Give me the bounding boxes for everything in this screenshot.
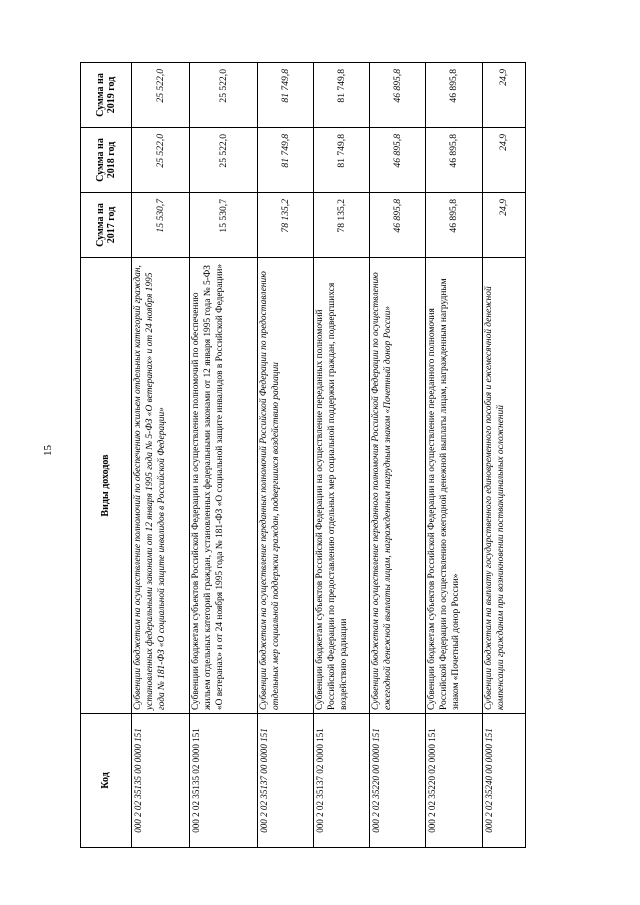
row-sum-2019: 25 522,0 — [190, 63, 258, 128]
row-code: 000 2 02 35135 00 0000 151 — [132, 714, 190, 848]
header-sum-2017: Сумма на 2017 год — [81, 193, 132, 258]
row-sum-2018: 46 895,8 — [370, 128, 426, 193]
row-sum-2018: 81 749,8 — [258, 128, 314, 193]
row-sum-2017: 46 895,8 — [370, 193, 426, 258]
rotated-page-content — [80, 63, 550, 848]
page-number: 15 — [42, 445, 54, 456]
row-sum-2018: 24,9 — [483, 128, 526, 193]
row-sum-2019: 81 749,8 — [258, 63, 314, 128]
table-row — [426, 63, 483, 848]
row-sum-2019: 25 522,0 — [132, 63, 190, 128]
row-sum-2018: 25 522,0 — [132, 128, 190, 193]
row-sum-2019: 24,9 — [483, 63, 526, 128]
row-sum-2017: 46 895,8 — [426, 193, 483, 258]
row-code: 000 2 02 35220 02 0000 151 — [426, 714, 483, 848]
header-sum-2018: Сумма на 2018 год — [81, 128, 132, 193]
row-code: 000 2 02 35240 00 0000 151 — [483, 714, 526, 848]
row-sum-2018: 81 749,8 — [314, 128, 370, 193]
row-revenue-type: Субвенции бюджетам на выплату государственного единовременного пособия и ежемесячной денежной компенсации гражданам при возникновении поствакцинальных осложнений — [483, 258, 526, 714]
row-sum-2017: 78 135,2 — [314, 193, 370, 258]
row-revenue-type: Субвенции бюджетам субъектов Российской Федерации на осуществление переданного полномочия Российской Федерации по осуществлению ежегодной денежной выплаты лицам, награжденным нагрудным знаком «Почетный донор России» — [426, 258, 483, 714]
row-code: 000 2 02 35137 00 0000 151 — [258, 714, 314, 848]
header-revenue-type: Виды доходов — [81, 258, 132, 714]
row-sum-2017: 78 135,2 — [258, 193, 314, 258]
revenue-table — [80, 62, 526, 848]
table-row — [258, 63, 314, 848]
row-revenue-type: Субвенции бюджетам на осуществление переданных полномочий Российской Федерации по предоставлению отдельных мер социальной поддержки граждан, подвергшихся воздействию радиации — [258, 258, 314, 714]
row-revenue-type: Субвенции бюджетам субъектов Российской Федерации на осуществление переданных полномочий Российской Федерации по предоставлению отдельных мер социальной поддержки граждан, подвергшихся воздействию радиации — [314, 258, 370, 714]
table-row — [132, 63, 190, 848]
row-code: 000 2 02 35135 02 0000 151 — [190, 714, 258, 848]
row-sum-2017: 15 530,7 — [190, 193, 258, 258]
row-sum-2018: 46 895,8 — [426, 128, 483, 193]
header-sum-2019: Сумма на 2019 год — [81, 63, 132, 128]
row-sum-2017: 15 530,7 — [132, 193, 190, 258]
row-sum-2019: 46 895,8 — [426, 63, 483, 128]
table-row — [314, 63, 370, 848]
row-revenue-type: Субвенции бюджетам на осуществление полномочий по обеспечению жильем отдельных категорий граждан, установленных федеральными законами от 12 января 1995 года № 5-ФЗ «О ветеранах» и от 24 ноября 1995 года № 181-ФЗ «О социальной защите инвалидов в Российской Федерации» — [132, 258, 190, 714]
row-revenue-type: Субвенции бюджетам на осуществление переданного полномочия Российской Федерации по осуществлению ежегодной денежной выплаты лицам, награжденным нагрудным знаком «Почетный донор России» — [370, 258, 426, 714]
row-sum-2019: 46 895,8 — [370, 63, 426, 128]
row-sum-2017: 24,9 — [483, 193, 526, 258]
table-row — [370, 63, 426, 848]
table-header-row — [81, 63, 132, 848]
table-row — [483, 63, 526, 848]
header-code: Код — [81, 714, 132, 848]
row-revenue-type: Субвенции бюджетам субъектов Российской Федерации на осуществление полномочий по обеспечению жильем отдельных категорий граждан, установленных федеральными законами от 12 января 1995 года № 5-ФЗ «О ветеранах» и от 24 ноября 1995 года № 181-ФЗ «О социальной защите инвалидов в Российской Федерации» — [190, 258, 258, 714]
row-sum-2019: 81 749,8 — [314, 63, 370, 128]
row-code: 000 2 02 35137 02 0000 151 — [314, 714, 370, 848]
table-row — [190, 63, 258, 848]
row-sum-2018: 25 522,0 — [190, 128, 258, 193]
row-code: 000 2 02 35220 00 0000 151 — [370, 714, 426, 848]
